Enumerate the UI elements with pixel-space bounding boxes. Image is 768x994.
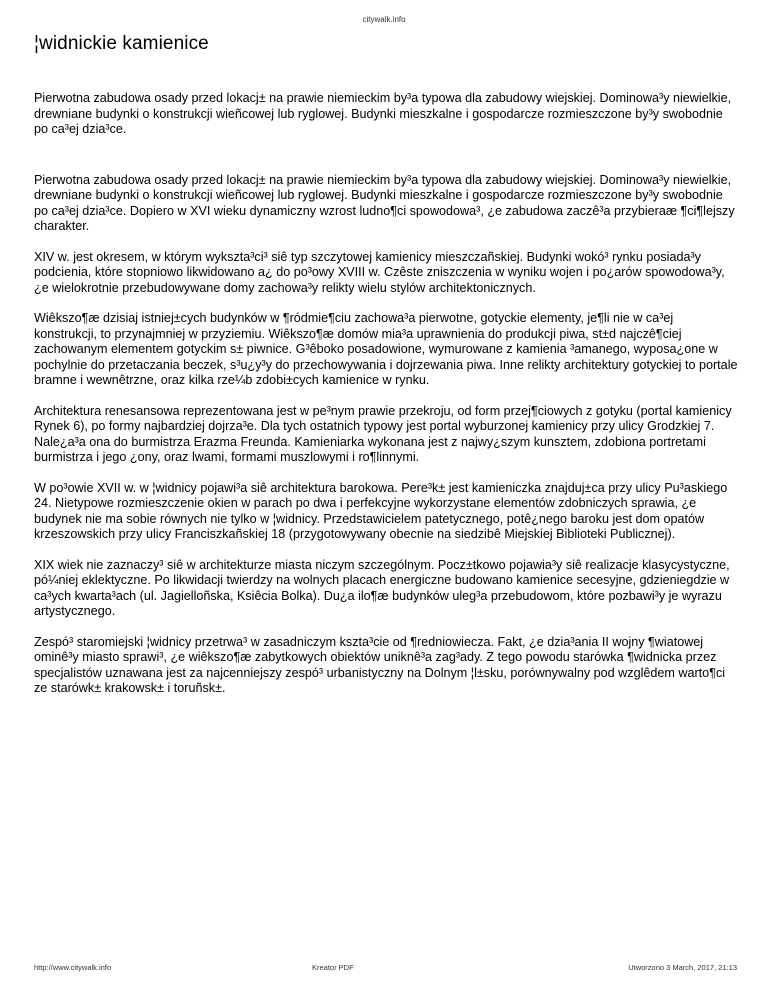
footer-created-date: Utworzono 3 March, 2017, 21:13 — [628, 963, 737, 972]
page-header-site: citywalk.info — [362, 15, 406, 24]
paragraph: Zespó³ staromiejski ¦widnicy przetrwa³ w zasadniczym kszta³cie od ¶redniowiecza. Fakt, ¿e dzia³ania II wojny ¶wiatowej ominê³y miasto sprawi³, ¿e wiêkszo¶æ zabytkowych obiektów uniknê³a zag³ady. Z tego powodu starówka ¶widnicka przez specjalistów uznawana jest za najcenniejszy zespó³ urbanistyczny na Dolnym ¦l±sku, porównywalny pod wzglêdem warto¶ci ze starówk± krakowsk± i toruñsk±. — [34, 634, 726, 695]
article-body — [34, 91, 738, 712]
page-title: ¦widnickie kamienice — [34, 33, 209, 54]
paragraph: XIV w. jest okresem, w którym wykszta³ci³ siê typ szczytowej kamienicy mieszczañskiej. Budynki wokó³ rynku posiada³y podcienia, które stopniowo likwidowano a¿ do po³owy XVIII w. Czêste zniszczenia w wyniku wojen i po¿arów spowodowa³y, ¿e wielokrotnie przebudowywane domy zachowa³y relikty wielu stylów architektonicznych. — [34, 249, 725, 295]
paragraph: Pierwotna zabudowa osady przed lokacj± na prawie niemieckim by³a typowa dla zabudowy wiejskiej. Dominowa³y niewielkie, drewniane budynki o konstrukcji wieñcowej lub ryglowej. Budynki mieszkalne i gospodarcze rozmieszczone by³y swobodnie po ca³ej dzia³ce. Dopiero w XVI wieku dynamiczny wzrost ludno¶ci spowodowa³, ¿e zabudowa zaczê³a przybieraæ ¶ci¶lejszy charakter. — [34, 172, 735, 233]
footer-url: http://www.citywalk.info — [34, 963, 112, 972]
paragraph-intro: Pierwotna zabudowa osady przed lokacj± na prawie niemieckim by³a typowa dla zabudowy wiejskiej. Dominowa³y niewielkie, drewniane budynki o konstrukcji wieñcowej lub ryglowej. Budynki mieszkalne i gospodarcze rozmieszczone by³y swobodnie po ca³ej dzia³ce. — [34, 91, 732, 136]
paragraph: W po³owie XVII w. w ¦widnicy pojawi³a siê architektura barokowa. Pere³k± jest kamieniczka znajduj±ca przy ulicy Pu³askiego 24. Nietypowe rozmieszczenie okien w parach po dwa i perfekcyjne wykorzystane elementów zdobniczych sprawia, ¿e budynek nie ma sobie równych nie tylko w ¦widnicy. Przedstawicielem patetycznego, potê¿nego baroku jest dom opatów krzeszowskich przy ulicy Franciszkañskiej 18 (przygotowywany obecnie na siedzibê Miejskiej Biblioteki Publicznej). — [34, 480, 728, 541]
paragraph: Architektura renesansowa reprezentowana jest w pe³nym prawie przekroju, od form przej¶ciowych z gotyku (portal kamienicy Rynek 6), po formy najbardziej dojrza³e. Dla tych ostatnich typowy jest portal wyburzonej kamienicy przy ulicy Grodzkiej 7. Nale¿a³a ona do burmistrza Erazma Freunda. Kamieniarka wykonana jest z najwy¿szym kunsztem, zdobiona portretami burmistrza i jego ¿ony, oraz lwami, formami muszlowymi i ro¶linnymi. — [34, 403, 732, 464]
paragraph: Wiêkszo¶æ dzisiaj istniej±cych budynków w ¶ródmie¶ciu zachowa³a pierwotne, gotyckie elementy, je¶li nie w ca³ej konstrukcji, to przynajmniej w przyziemiu. Wiêkszo¶æ domów mia³a uprawnienia do produkcji piwa, st±d najczê¶ciej zachowanym elementem gotyckim s± piwnice. G³êboko posadowione, wymurowane z kamienia ³amanego, wyposa¿one w pochylnie do przetaczania beczek, s³u¿y³y do przechowywania i dojrzewania piwa. Inne relikty architektury gotyckiej to portale bramne i wewnêtrzne, oraz kilka rze¼b zdobi±cych kamienice w rynku. — [34, 311, 738, 387]
paragraph: XIX wiek nie zaznaczy³ siê w architekturze miasta niczym szczególnym. Pocz±tkowo pojawia³y siê realizacje klasycystyczne, pó¼niej eklektyczne. Po likwidacji twierdzy na wolnych placach energiczne budowano kamienice secesyjne, gdzieniegdzie w ca³ych kwarta³ach (ul. Jagielloñska, Ksiêcia Bolka). Du¿a ilo¶æ budynków uleg³a przebudowom, które pozbawi³y je wyrazu artystycznego. — [34, 557, 730, 618]
footer-creator: Kreator PDF — [312, 963, 354, 972]
page-footer — [34, 963, 737, 975]
